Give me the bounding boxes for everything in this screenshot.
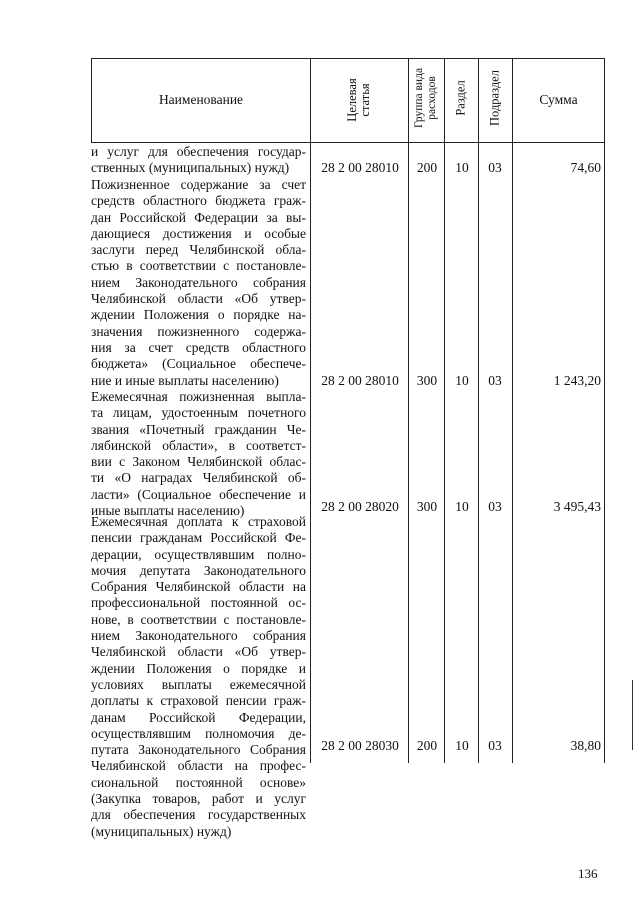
header-name-cell [92, 59, 310, 141]
table-row-4-subsection: 03 [488, 738, 502, 753]
header-subsection: Подраздел [487, 70, 502, 126]
table-row-1-sum: 74,60 [570, 160, 601, 175]
scan-edge-mark [632, 680, 633, 750]
table-row-2-section: 10 [455, 373, 469, 388]
header-expense-group: Группа вида расходов [413, 67, 438, 129]
col-divider-group [444, 58, 445, 763]
table-row-3-sum: 3 495,43 [553, 499, 601, 514]
col-divider-name [310, 58, 311, 763]
table-row-2-group: 300 [416, 373, 438, 388]
table-row-1-description: и услуг для обеспечения государ- ственных (муниципальных) нужд) [91, 144, 306, 176]
table-row-1-section: 10 [455, 160, 469, 175]
header-target-article: Целевая статья [345, 78, 372, 122]
table-row-1-group: 200 [416, 160, 438, 175]
table-row-4-code: 28 2 00 28030 [321, 738, 399, 753]
table-row-1-code: 28 2 00 28010 [321, 160, 399, 175]
table-row-4-sum: 38,80 [570, 738, 601, 753]
table-row-2-description: Пожизненное содержание за счет средств областного бюджета граж- дан Российской Федерации за вы- дающиеся достижения и особые заслуги перед Челябинской обла- стью в соответствии с постановле- нием Законодательного собрания Челябинской области «Об утвер- ждении Положения о порядке на- значения пожизненного содержа- ния за счет средств областного бюджета» (Социальное обеспече- ние и иные выплаты населению) [91, 177, 306, 388]
table-row-4-group: 200 [416, 738, 438, 753]
table-row-3-subsection: 03 [488, 499, 502, 514]
table-row-3-code: 28 2 00 28020 [321, 499, 399, 514]
table-row-2-sum: 1 243,20 [553, 373, 601, 388]
table-row-1-subsection: 03 [488, 160, 502, 175]
header-sum-cell [513, 59, 604, 141]
table-row-2-subsection: 03 [488, 373, 502, 388]
page-number: 136 [578, 866, 598, 881]
table-row-2-code: 28 2 00 28010 [321, 373, 399, 388]
header-bottom-border [91, 142, 605, 143]
col-divider-section [478, 58, 479, 763]
table-row-3-description: Ежемесячная пожизненная выпла- та лицам, удостоенным почетного звания «Почетный гражданин Че- лябинской области», в соответст- вии с Законом Челябинской облас- ти «О наградах Челябинской об- ласти» (Социальное обеспечение и иные выплаты населению) [91, 389, 306, 519]
col-divider-code [408, 58, 409, 763]
table-row-3-group: 300 [416, 499, 438, 514]
table-row-4-description: Ежемесячная доплата к страховой пенсии гражданам Российской Фе- дерации, осуществлявшим полно- мочия депутата Законодательного Собрания Челябинской области на профессиональной постоянной ос- нове, в соответствии с постановле- нием Законодательного собрания Челябинской области «Об утвер- ждении Положения о порядке и условиях выплаты ежемесячной доплаты к страховой пенсии граж- данам Российской Федерации, осуществлявшим полномочия де- путата Законодательного Собрания Челябинской области на профес- сиональной постоянной основе» (Закупка товаров, работ и услуг для обеспечения государственных (муниципальных) нужд) [91, 514, 306, 839]
col-divider-subsection [512, 58, 513, 763]
header-sum: Сумма [539, 92, 578, 107]
table-row-3-section: 10 [455, 499, 469, 514]
table-row-4-section: 10 [455, 738, 469, 753]
header-name: Наименование [158, 92, 244, 107]
header-section: Раздел [453, 80, 468, 116]
table-right-border [604, 58, 605, 763]
